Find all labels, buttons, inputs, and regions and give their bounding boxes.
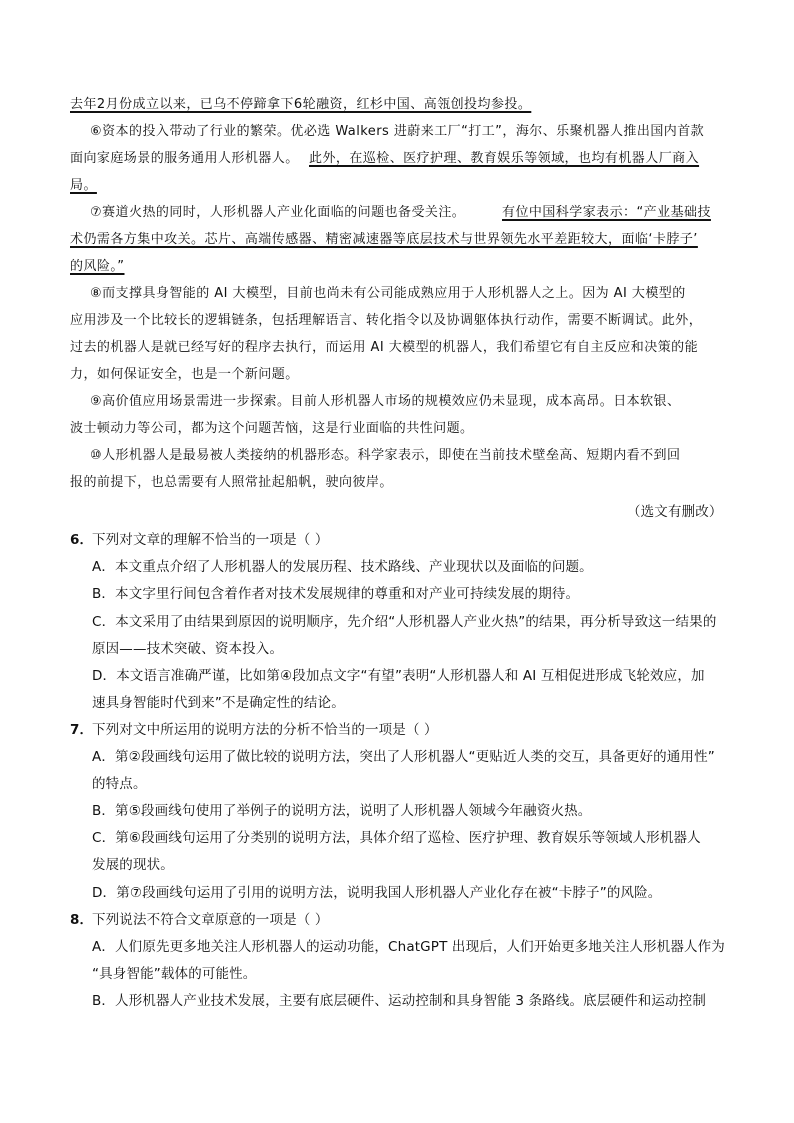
option-b: B．第⑤段画线句使用了举例子的说明方法，说明了人形机器人领域今年融资火热。: [92, 803, 592, 819]
option-a: A．本文重点介绍了人形机器人的发展历程、技术路线、产业现状以及面临的问题。: [92, 559, 593, 575]
option-c-continued: 发展的现状。: [92, 857, 174, 873]
question-stem: 下列说法不符合文章原意的一项是（ ）: [92, 912, 329, 928]
question-7-stem: [0, 721, 794, 747]
underlined-sentence: 术仍需各方集中攻关。芯片、高端传感器、精密减速器等底层技术与世界领先水平差距较大，面临‘卡脖子’: [70, 232, 698, 247]
paragraph-9-line-2: [0, 421, 794, 447]
option-b: B．本文字里行间包含着作者对技术发展规律的尊重和对产业可持续发展的期待。: [92, 586, 580, 602]
paragraph-6-line-3: [0, 178, 794, 204]
paragraph-8-text: ⑧而支撑具身智能的 AI 大模型，目前也尚未有公司能成熟应用于人形机器人之上。因为 AI 大模型的: [90, 286, 686, 301]
option-a-continued: 的特点。: [92, 776, 147, 792]
paragraph-8-line-4: [0, 367, 794, 393]
question-6-option-a: [0, 558, 794, 584]
underlined-sentence: 此外，在巡检、医疗护理、教育娱乐等领域，也均有机器人厂商入: [309, 151, 700, 166]
question-number: 8．: [70, 912, 94, 928]
question-7-option-d: [0, 884, 794, 910]
question-7-option-c-line-2: [0, 856, 794, 882]
option-d: D．本文语言准确严谨，比如第④段加点文字“有望”表明“人形机器人和 AI 互相促进形成飞轮效应，加: [92, 668, 705, 684]
paragraph-10-line-2: [0, 475, 794, 501]
paragraph-6-line-2: [0, 151, 794, 177]
paragraph-7-text: ⑦赛道火热的同时，人形机器人产业化面临的问题也备受关注。: [90, 205, 466, 220]
paragraph-10-text: ⑩人形机器人是最易被人类接纳的机器形态。科学家表示，即使在当前技术壁垒高、短期内看不到回: [90, 448, 681, 463]
question-7-option-c-line-1: [0, 829, 794, 855]
paragraph-6-line-1: [0, 124, 794, 150]
question-7-option-a-line-2: [0, 775, 794, 801]
paragraph-8-text: 过去的机器人是就已经写好的程序去执行，而运用 AI 大模型的机器人，我们希望它有自主反应和决策的能: [70, 340, 699, 355]
question-8-stem: [0, 911, 794, 937]
question-8-option-a-line-1: [0, 938, 794, 964]
paragraph-8-text: 力，如何保证安全，也是一个新问题。: [70, 367, 299, 382]
question-6-option-c-line-1: [0, 613, 794, 639]
option-c: C．本文采用了由结果到原因的说明顺序，先介绍“人形机器人产业火热”的结果，再分析导致这一结果的: [92, 614, 717, 630]
paragraph-6-text: 面向家庭场景的服务通用人形机器人。: [70, 151, 299, 166]
paragraph-8-line-3: [0, 340, 794, 366]
passage-line: [0, 97, 794, 123]
paragraph-8-line-2: [0, 313, 794, 339]
paragraph-9-text: 波士顿动力等公司，都为这个问题苦恼，这是行业面临的共性问题。: [70, 421, 474, 436]
question-number: 7．: [70, 722, 94, 738]
paragraph-10-text: 报的前提下，也总需要有人照常扯起船帆，驶向彼岸。: [70, 475, 393, 490]
option-a: A．人们原先更多地关注人形机器人的运动功能，ChatGPT 出现后，人们开始更多地关注人形机器人作为: [92, 939, 725, 955]
question-stem: 下列对文中所运用的说明方法的分析不恰当的一项是（ ）: [92, 722, 438, 738]
paragraph-7-line-3: [0, 259, 794, 285]
option-d: D．第⑦段画线句运用了引用的说明方法，说明我国人形机器人产业化存在被“卡脖子”的风险。: [92, 885, 662, 901]
option-c-continued: 原因——技术突破、资本投入。: [92, 641, 284, 657]
question-stem: 下列对文章的理解不恰当的一项是（ ）: [92, 532, 329, 548]
question-6-option-c-line-2: [0, 640, 794, 666]
underlined-sentence: 有位中国科学家表示：“产业基础技: [502, 205, 711, 220]
question-6-option-d-line-2: [0, 694, 794, 720]
paragraph-9-line-1: [0, 394, 794, 420]
paragraph-6-text: ⑥资本的投入带动了行业的繁荣。优必选 Walkers 进蔚来工厂“打工”，海尔、乐聚机器人推出国内首款: [90, 124, 705, 139]
underlined-sentence: 的风险。”: [70, 259, 125, 274]
question-7-option-a-line-1: [0, 748, 794, 774]
underlined-sentence: 去年2月份成立以来，已乌不停蹄拿下6轮融资，红杉中国、高瓴创投均参投。: [70, 97, 532, 112]
question-6-stem: [0, 531, 794, 557]
option-a: A．第②段画线句运用了做比较的说明方法，突出了人形机器人“更贴近人类的交互，具备更好的通用性”: [92, 749, 715, 765]
question-6-option-b: [0, 585, 794, 611]
paragraph-10-line-1: [0, 448, 794, 474]
source-note: （选文有删改）: [627, 504, 723, 520]
question-8-option-a-line-2: [0, 965, 794, 991]
question-8-option-b-line-1: [0, 992, 794, 1018]
question-number: 6．: [70, 532, 94, 548]
option-c: C．第⑥段画线句运用了分类别的说明方法，具体介绍了巡检、医疗护理、教育娱乐等领域人形机器人: [92, 830, 701, 846]
question-7-option-b: [0, 802, 794, 828]
question-6-option-d-line-1: [0, 667, 794, 693]
paragraph-9-text: ⑨高价值应用场景需进一步探索。目前人形机器人市场的规模效应仍未显现，成本高昂。日本软银、: [90, 394, 681, 409]
source-note-line: [0, 503, 794, 529]
paragraph-8-line-1: [0, 286, 794, 312]
paragraph-7-line-2: [0, 232, 794, 258]
underlined-sentence: 局。: [70, 178, 97, 193]
option-b: B．人形机器人产业技术发展，主要有底层硬件、运动控制和具身智能 3 条路线。底层硬件和运动控制: [92, 993, 706, 1009]
paragraph-7-line-1: [0, 205, 794, 231]
option-d-continued: 速具身智能时代到来”不是确定性的结论。: [92, 695, 345, 711]
paragraph-8-text: 应用涉及一个比较长的逻辑链条，包括理解语言、转化指令以及协调躯体执行动作，需要不断调试。此外，: [70, 313, 703, 328]
option-a-continued: “具身智能”载体的可能性。: [92, 966, 257, 982]
